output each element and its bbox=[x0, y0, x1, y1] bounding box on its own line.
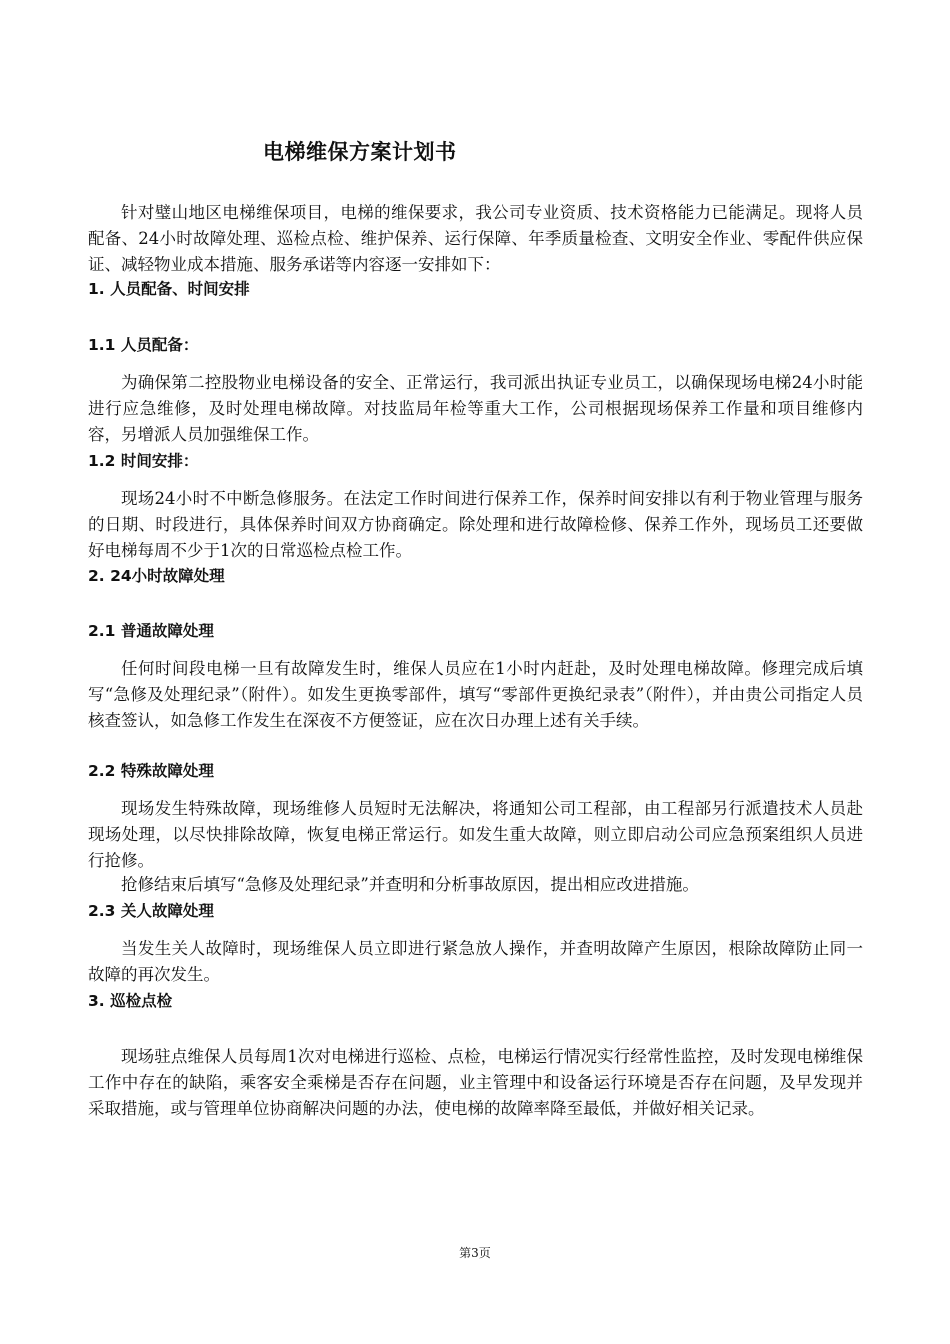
document-title: 电梯维保方案计划书 bbox=[263, 140, 457, 164]
subsection-2-1-paragraph: 任何时间段电梯一旦有故障发生时，维保人员应在1小时内赶赴，及时处理电梯故障。修理完成后填写“急修及处理纪录”（附件）。如发生更换零部件，填写“零部件更换纪录表”（附件），并由贵公司指定人员核查签认，如急修工作发生在深夜不方便签证，应在次日办理上述有关手续。 bbox=[88, 659, 863, 730]
subsection-2-2-paragraph-2: 抢修结束后填写“急修及处理纪录”并查明和分析事故原因，提出相应改进措施。 bbox=[121, 875, 699, 894]
section-2-heading: 2. 24小时故障处理 bbox=[88, 567, 225, 585]
subsection-1-2-paragraph: 现场24小时不中断急修服务。在法定工作时间进行保养工作，保养时间安排以有利于物业管理与服务的日期、时段进行，具体保养时间双方协商确定。除处理和进行故障检修、保养工作外，现场员工还要做好电梯每周不少于1次的日常巡检点检工作。 bbox=[88, 489, 863, 560]
subsection-2-3-paragraph: 当发生关人故障时，现场维保人员立即进行紧急放人操作，并查明故障产生原因，根除故障防止同一故障的再次发生。 bbox=[88, 939, 863, 984]
subsection-1-1-paragraph: 为确保第二控股物业电梯设备的安全、正常运行，我司派出执证专业员工，以确保现场电梯24小时能进行应急维修，及时处理电梯故障。对技监局年检等重大工作，公司根据现场保养工作量和项目维修内容，另增派人员加强维保工作。 bbox=[88, 373, 863, 444]
subsection-1-1-heading: 1.1 人员配备： bbox=[88, 336, 199, 354]
subsection-1-2-heading: 1.2 时间安排： bbox=[88, 452, 199, 470]
section-3-paragraph: 现场驻点维保人员每周1次对电梯进行巡检、点检，电梯运行情况实行经常性监控，及时发现电梯维保工作中存在的缺陷，乘客安全乘梯是否存在问题，业主管理中和设备运行环境是否存在问题，及早发现并采取措施，或与管理单位协商解决问题的办法，使电梯的故障率降至最低，并做好相关记录。 bbox=[88, 1047, 863, 1118]
subsection-2-2-paragraph: 现场发生特殊故障，现场维修人员短时无法解决，将通知公司工程部，由工程部另行派遣技术人员赴现场处理，以尽快排除故障，恢复电梯正常运行。如发生重大故障，则立即启动公司应急预案组织人员进行抢修。 bbox=[88, 799, 863, 870]
subsection-2-3-heading: 2.3 关人故障处理 bbox=[88, 902, 214, 920]
section-3-heading: 3. 巡检点检 bbox=[88, 992, 173, 1010]
intro-paragraph: 针对璧山地区电梯维保项目，电梯的维保要求，我公司专业资质、技术资格能力已能满足。现将人员配备、24小时故障处理、巡检点检、维护保养、运行保障、年季质量检查、文明安全作业、零配件供应保证、减轻物业成本措施、服务承诺等内容逐一安排如下： bbox=[88, 203, 863, 274]
page-number: 第3页 bbox=[459, 1246, 491, 1260]
subsection-2-2-heading: 2.2 特殊故障处理 bbox=[88, 762, 214, 780]
subsection-2-1-heading: 2.1 普通故障处理 bbox=[88, 622, 214, 640]
document-page bbox=[88, 0, 863, 1344]
section-1-heading: 1. 人员配备、时间安排 bbox=[88, 280, 250, 298]
